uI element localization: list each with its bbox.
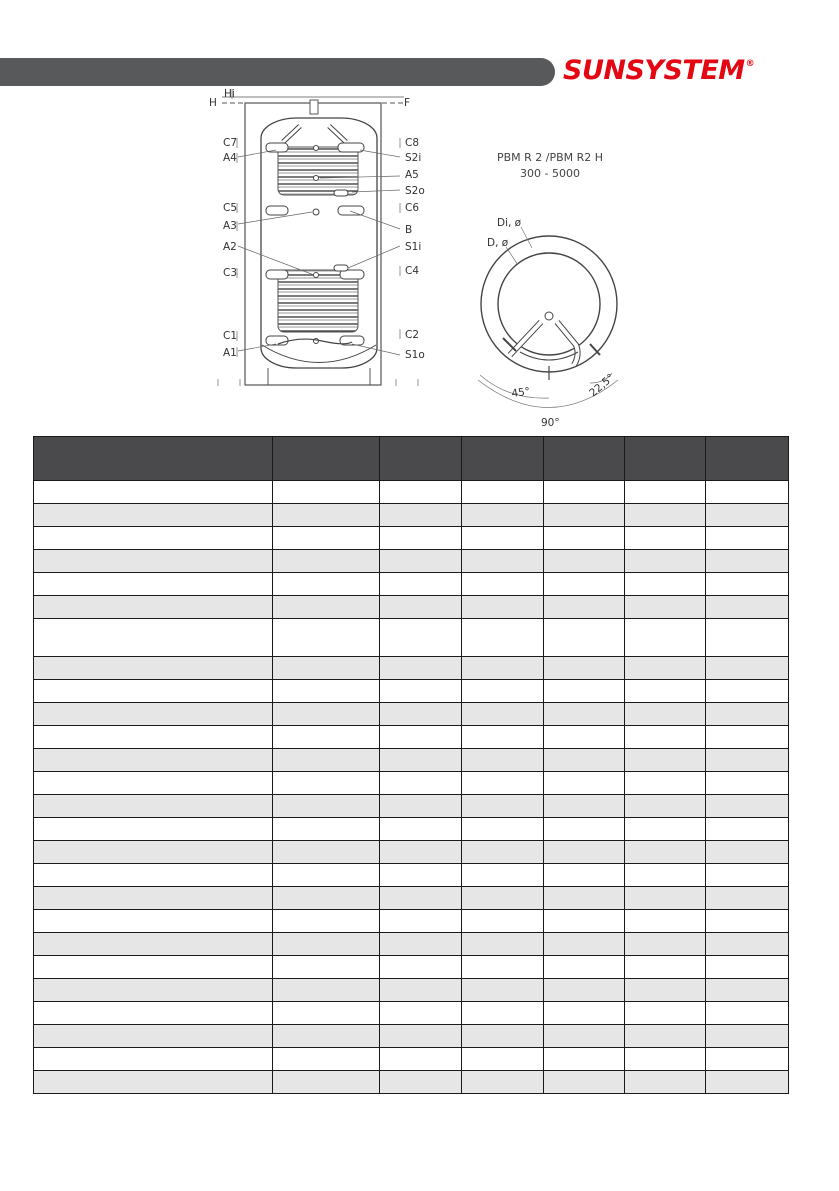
table-cell [462,818,544,841]
label-h: H [209,97,217,109]
table-cell [273,726,380,749]
table-cell [625,841,706,864]
table-row [34,726,789,749]
table-cell [706,703,789,726]
table-cell [380,619,462,657]
table-cell [462,864,544,887]
model-range: 300 - 5000 [520,167,580,180]
table-cell [273,1048,380,1071]
table-cell [706,550,789,573]
table-cell [462,910,544,933]
table-cell [273,841,380,864]
label-90: 90° [541,417,560,429]
table-cell [544,864,625,887]
table-row [34,527,789,550]
table-row [34,596,789,619]
table-cell [706,795,789,818]
table-cell [625,1025,706,1048]
table-cell [34,573,273,596]
table-cell [34,1025,273,1048]
table-cell [625,979,706,1002]
table-cell [544,818,625,841]
table-cell [706,910,789,933]
top-view [478,217,618,429]
table-cell [625,1002,706,1025]
table-cell [273,619,380,657]
table-cell [462,772,544,795]
table-row [34,772,789,795]
label-c4: C4 [405,265,420,277]
header-cell [273,437,380,481]
table-row [34,887,789,910]
table-cell [462,550,544,573]
table-cell [544,956,625,979]
model-caption [480,150,620,182]
table-cell [380,550,462,573]
label-a5: A5 [405,169,419,181]
brand-name: SUNSYSTEM [563,55,745,86]
header-cell [380,437,462,481]
label-45: 45° [510,385,531,400]
table-cell [625,527,706,550]
table-cell [544,726,625,749]
table-row [34,504,789,527]
label-c1: C1 [223,330,238,342]
table-cell [273,956,380,979]
table-cell [34,481,273,504]
table-cell [462,887,544,910]
table-body [34,481,789,1094]
table-cell [380,818,462,841]
table-cell [544,596,625,619]
table-cell [462,979,544,1002]
table-cell [34,1048,273,1071]
table-cell [706,657,789,680]
header-cell [544,437,625,481]
table-cell [625,956,706,979]
table-cell [462,956,544,979]
table-cell [544,910,625,933]
table-cell [380,979,462,1002]
table-cell [625,1071,706,1094]
table-cell [34,772,273,795]
table-cell [34,504,273,527]
table-cell [380,956,462,979]
header-cell [625,437,706,481]
table-cell [273,772,380,795]
upper-coil [278,147,358,195]
table-cell [706,933,789,956]
table-cell [625,619,706,657]
table-cell [380,887,462,910]
table-cell [544,887,625,910]
table-cell [544,573,625,596]
table-cell [544,619,625,657]
table-cell [273,680,380,703]
table-cell [462,573,544,596]
table-cell [34,864,273,887]
table-cell [380,841,462,864]
header-cell [462,437,544,481]
table-cell [273,703,380,726]
table-row [34,956,789,979]
table-cell [706,726,789,749]
label-a4: A4 [223,152,237,164]
table-cell [273,749,380,772]
table-cell [462,795,544,818]
socket-c1 [266,336,288,345]
table-cell [462,619,544,657]
table-cell [544,550,625,573]
table-cell [706,818,789,841]
socket-s2o [334,190,348,196]
table-cell [273,979,380,1002]
table-cell [462,933,544,956]
socket-c7 [266,143,288,152]
table-header [34,437,789,481]
table-cell [625,726,706,749]
table-cell [273,657,380,680]
table-row [34,749,789,772]
header-cell [706,437,789,481]
table-cell [706,527,789,550]
table-cell [273,887,380,910]
table-cell [273,818,380,841]
socket-c8 [338,143,364,152]
socket-s1i [334,265,348,271]
top-outlet [310,100,318,114]
table-cell [462,481,544,504]
label-s2o: S2o [405,185,425,197]
table-cell [34,703,273,726]
table-row [34,619,789,657]
table-cell [462,703,544,726]
table-row [34,864,789,887]
table-row [34,933,789,956]
table-row [34,703,789,726]
table-cell [34,550,273,573]
table-cell [625,772,706,795]
table-cell [544,1025,625,1048]
table-cell [544,1071,625,1094]
table-row [34,481,789,504]
table-cell [625,1048,706,1071]
table-cell [706,772,789,795]
table-cell [706,1071,789,1094]
table-row [34,1048,789,1071]
table-cell [706,1025,789,1048]
table-cell [625,818,706,841]
table-cell [462,504,544,527]
table-cell [380,864,462,887]
table-cell [34,887,273,910]
table-cell [34,657,273,680]
table-cell [544,1048,625,1071]
socket-c3 [266,270,288,279]
table-cell [34,749,273,772]
table-cell [544,680,625,703]
table-cell [625,864,706,887]
table-cell [462,1048,544,1071]
table-row [34,818,789,841]
table-cell [625,550,706,573]
table-cell [706,1002,789,1025]
table-cell [273,910,380,933]
table-cell [273,1071,380,1094]
table-cell [380,481,462,504]
table-cell [706,481,789,504]
spec-table [33,436,789,1094]
label-c5: C5 [223,202,238,214]
inner-circle [498,253,600,355]
model-name: PBM R 2 /PBM R2 H [496,151,604,164]
table-row [34,1002,789,1025]
table-cell [706,1048,789,1071]
table-cell [544,527,625,550]
table-cell [544,841,625,864]
table-cell [625,887,706,910]
table-cell [273,481,380,504]
table-cell [34,841,273,864]
technical-drawing [0,0,839,436]
table-cell [625,481,706,504]
table-cell [625,596,706,619]
table-cell [380,703,462,726]
table-cell [273,550,380,573]
table-cell [625,657,706,680]
table-cell [380,527,462,550]
table-cell [380,910,462,933]
table-cell [625,933,706,956]
table-cell [544,504,625,527]
table-row [34,657,789,680]
label-c2: C2 [405,329,420,341]
table-cell [625,504,706,527]
label-c6: C6 [405,202,420,214]
table-cell [462,1071,544,1094]
table-cell [380,1025,462,1048]
table-cell [34,818,273,841]
socket-c5 [266,206,288,215]
table-cell [544,933,625,956]
table-cell [380,749,462,772]
table-cell [544,657,625,680]
table-cell [462,527,544,550]
table-cell [462,657,544,680]
table-cell [273,504,380,527]
socket-c6 [338,206,364,215]
label-f: F [404,97,411,109]
table-cell [34,910,273,933]
table-cell [625,573,706,596]
table-cell [544,795,625,818]
table-cell [273,573,380,596]
table-cell [625,910,706,933]
table-row [34,979,789,1002]
table-cell [462,1002,544,1025]
table-cell [380,1002,462,1025]
table-cell [706,504,789,527]
table-row [34,680,789,703]
table-cell [706,887,789,910]
table-cell [34,933,273,956]
table-cell [544,481,625,504]
table-cell [273,795,380,818]
table-cell [706,956,789,979]
table-cell [706,749,789,772]
table-cell [625,680,706,703]
table-row [34,841,789,864]
label-di: Di, ø [497,217,522,229]
table-cell [380,726,462,749]
table-cell [462,680,544,703]
table-cell [380,795,462,818]
table-cell [380,933,462,956]
table-cell [544,749,625,772]
table-cell [34,795,273,818]
table-cell [380,573,462,596]
table-cell [34,1071,273,1094]
table-cell [380,1048,462,1071]
table-cell [34,979,273,1002]
table-cell [625,703,706,726]
label-s1i: S1i [405,241,422,253]
label-c8: C8 [405,137,420,149]
table-cell [34,956,273,979]
table-cell [34,619,273,657]
label-a3: A3 [223,220,237,232]
table-cell [34,1002,273,1025]
table-cell [380,1071,462,1094]
table-cell [544,1002,625,1025]
table-row [34,910,789,933]
table-cell [625,749,706,772]
table-cell [462,726,544,749]
table-cell [34,726,273,749]
table-cell [706,864,789,887]
table-cell [380,680,462,703]
header-cell [34,437,273,481]
registered-mark: ® [745,59,755,69]
table-cell [273,1025,380,1048]
label-d: D, ø [487,237,509,249]
table-cell [34,596,273,619]
table-cell [706,979,789,1002]
table-cell [380,596,462,619]
label-c7: C7 [223,137,238,149]
table-cell [706,573,789,596]
table-cell [273,596,380,619]
table-row [34,1071,789,1094]
table-cell [380,504,462,527]
table-cell [544,703,625,726]
table-cell [273,933,380,956]
table-cell [544,772,625,795]
label-a2: A2 [223,241,237,253]
table-row [34,795,789,818]
table-cell [380,657,462,680]
table-cell [273,527,380,550]
table-cell [706,841,789,864]
table-cell [462,841,544,864]
label-c3: C3 [223,267,238,279]
table-cell [706,596,789,619]
table-cell [380,772,462,795]
table-cell [625,795,706,818]
label-s1o: S1o [405,349,425,361]
table-cell [273,1002,380,1025]
table-row [34,573,789,596]
label-a1: A1 [223,347,237,359]
table-cell [462,596,544,619]
label-s2i: S2i [405,152,422,164]
label-b: B [405,224,413,236]
table-cell [462,1025,544,1048]
table-row [34,550,789,573]
table-cell [34,527,273,550]
label-hi: Hi [224,88,235,100]
sensor-b [313,209,319,215]
table-cell [544,979,625,1002]
table-cell [706,680,789,703]
label-22-5: 22,5° [587,371,617,400]
table-row [34,1025,789,1048]
table-cell [34,680,273,703]
table-cell [462,749,544,772]
table-cell [706,619,789,657]
table-cell [273,864,380,887]
